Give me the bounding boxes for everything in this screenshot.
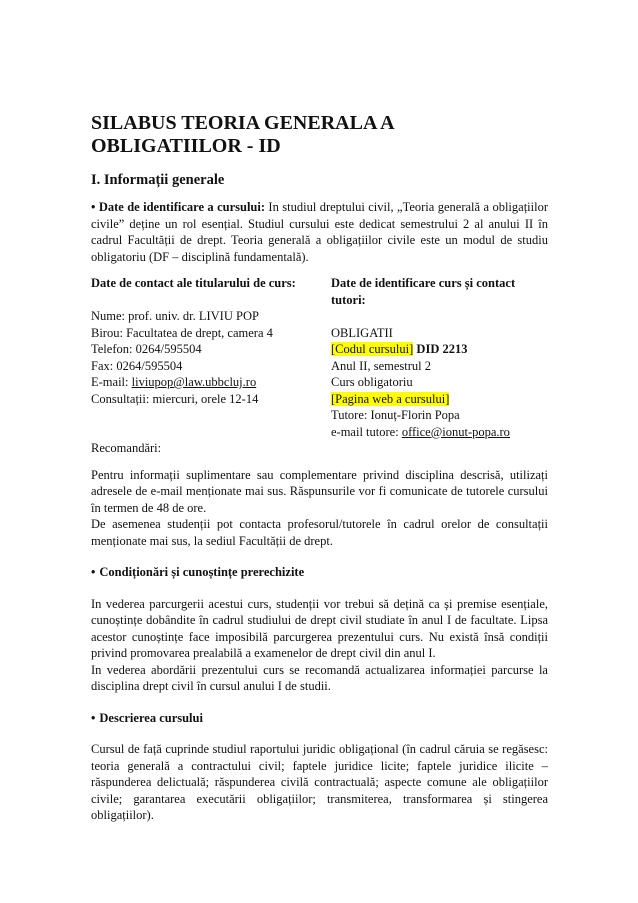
document-title: SILABUS TEORIA GENERALA A OBLIGATIILOR - ID (91, 112, 394, 157)
description-heading-row (91, 710, 548, 727)
prerequisites-paragraph-1: In vederea parcurgerii acestui curs, studenții vor trebui să dețină ca și premise esențiale, cunoștințe dobândite în cadrul studiului de drept civil studiate în anul I de facultate. Lipsa acestor cunoștințe face imposibilă parcurgerea prezentului curs. Nu există însă condiții privind promovarea prealabilă a examenelor de drept civil din anul I. (91, 596, 548, 660)
tutor-email-link[interactable]: office@ionut-popa.ro (401, 424, 510, 439)
tutor-email-row (331, 424, 548, 441)
recommendations-label: Recomandări: (91, 441, 162, 455)
course-code-row (331, 341, 548, 358)
holder-office: Birou: Facultatea de drept, camera 4 (91, 325, 273, 340)
holder-consultations: Consultații: miercuri, orele 12-14 (91, 391, 259, 406)
holder-email-label: E-mail: (91, 375, 132, 389)
course-web-label[interactable]: [Pagina web a cursului] (331, 391, 450, 406)
course-contact-heading: Date de identificare curs și contact tutori: (331, 276, 516, 307)
prerequisites-heading: Condiționări și cunoștințe prerechizite (99, 565, 305, 579)
course-identification-text: In studiul dreptului civil, „Teoria generală a obligațiilor civile” deține un rol esențial. Studiul cursului este dedicat semestrului 2 al anului II în cadrul Facultății de drept. Teoria generală a obligațiilor civile este un modul de studiu obligatoriu (DF – disciplină fundamentală). (91, 200, 548, 264)
course-identification-paragraph (91, 199, 548, 265)
tutor-email-label: e-mail tutore: (331, 424, 402, 439)
course-code: DID 2213 (413, 342, 468, 356)
section-general-info-heading: I. Informații generale (91, 172, 225, 188)
contact-section (91, 275, 548, 440)
holder-contact-heading: Date de contact ale titularului de curs: (91, 276, 296, 290)
bullet-glyph: • (91, 710, 96, 725)
holder-phone: Telefon: 0264/595504 (91, 342, 202, 356)
holder-fax: Fax: 0264/595504 (91, 358, 183, 373)
description-heading: Descrierea cursului (99, 710, 203, 725)
contact-left-column (91, 275, 331, 440)
description-paragraph: Cursul de față cuprinde studiul raportului juridic obligațional (în cadrul căruia se regăsesc: teoria generală a contractului civil; faptele juridice licite; faptele juridice ilicite – răspunderea delictuală; răspunderea civilă contractuală; aspecte comune ale obligațiilor civile; garantarea executării obligațiilor; transmiterea, transformarea și stingerea obligațiilor). (91, 742, 548, 822)
holder-email-row (91, 374, 331, 391)
course-type: Curs obligatoriu (331, 375, 413, 389)
contact-right-column (331, 275, 548, 440)
course-identification-label: Date de identificare a cursului: (98, 200, 266, 214)
holder-email-link[interactable]: liviupop@law.ubbcluj.ro (131, 375, 257, 389)
course-year: Anul II, semestrul 2 (331, 358, 431, 373)
bullet-glyph: • (91, 565, 96, 579)
course-web-row (331, 391, 548, 408)
tutor-name: Tutore: Ionuț-Florin Popa (331, 408, 460, 422)
spacer (331, 308, 548, 325)
spacer (91, 292, 331, 309)
bullet-glyph: • (91, 200, 96, 214)
prerequisites-heading-row (91, 564, 548, 581)
recommendations-paragraph-2: De asemenea studenții pot contacta profesorul/tutorele în cadrul orelor de consultații menționate mai sus, la sediul Facultății de drept. (91, 517, 548, 548)
document-content (91, 112, 548, 824)
prerequisites-paragraph-2: In vederea abordării prezentului curs se recomandă actualizarea informației parcurse la disciplina drept civil în cursul anului I de studii. (91, 662, 548, 693)
recommendations-paragraph-1: Pentru informații suplimentare sau complementare privind disciplina descrisă, utilizați adresele de e-mail menționate mai sus. Răspunsurile vor fi comunicate de tutorele cursului în termen de 48 de ore. (91, 467, 548, 515)
holder-name: Nume: prof. univ. dr. LIVIU POP (91, 309, 259, 323)
course-code-label: [Codul cursului] (331, 342, 414, 356)
course-name: OBLIGATII (331, 325, 393, 340)
